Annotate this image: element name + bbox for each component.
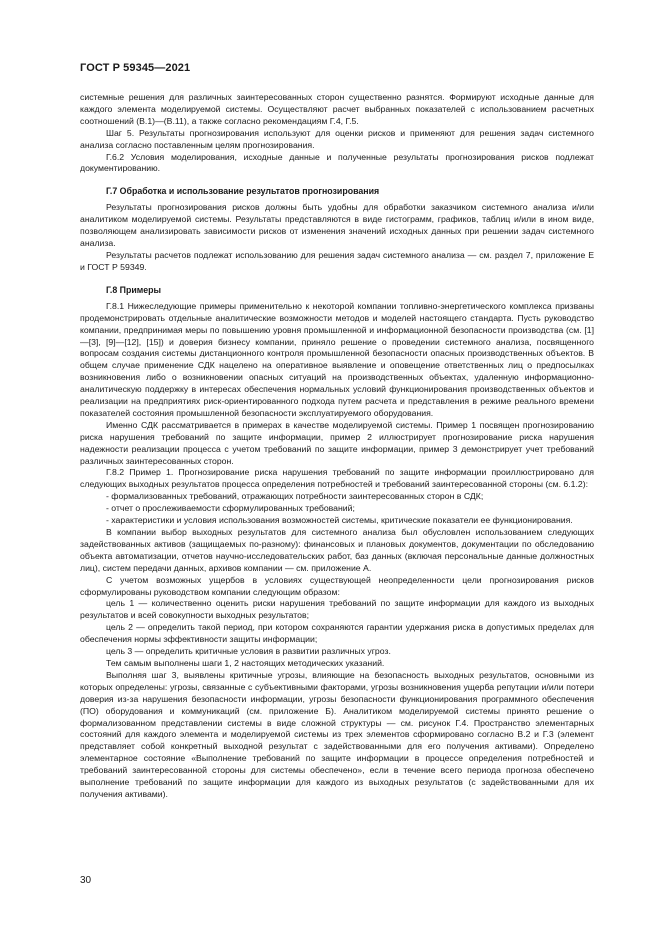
list-item: - формализованных требований, отражающих потребности заинтересованных сторон в СДК; [106,491,484,502]
paragraph: Именно СДК рассматривается в примерах в качестве моделируемой системы. Пример 1 посвящен прогнозированию риска нарушения требований по защите информации, пример 2 иллюстрирует прогнозирование риска нарушения надежности реализации процесса с учетом требований по защите информации, пример 3 демонстрирует учет требований различных заинтересованных сторон. [80,419,594,466]
document-header: ГОСТ Р 59345—2021 [80,62,191,74]
paragraph: Выполняя шаг 3, выявлены критичные угрозы, влияющие на безопасность выходных результатов, основными из которых определены: угрозы, связанные с субъективными факторами, угрозы возникновения ущерба репутации и/или потери доверия из-за нарушения безопасности информации, угрозы безопасности функционирования программного обеспечения (ПО) оборудования и коммуникаций (см. приложение Б). Аналитиком моделируемой системы принято решение о формализованном представлении системы в виде сложной структуры — см. рисунок Г.4. Пространство элементарных состояний для каждого элемента и моделируемой системы из трех элементов сформировано согласно В.2 и Г.3 (элемент представляет собой конкретный выходной результат с задействованными для его получения активами). Определено элементарное состояние «Выполнение требований по защите информации в процессе определения потребностей и требований заинтересованной стороны для системы обеспечено», если в течение всего периода прогноза обеспечено выполнение требований по защите информации для каждого из выходных результатов (с задействованными для их получения активами). [80,669,594,799]
paragraph: Г.6.2 Условия моделирования, исходные данные и полученные результаты прогнозирования рисков подлежат документированию. [80,151,594,174]
paragraph: Результаты прогнозирования рисков должны быть удобны для обработки заказчиком системного анализа и/или аналитиком моделируемой системы. Результаты представляются в виде гистограмм, графиков, таблиц и/или в ином виде, позволяющем анализировать зависимости рисков от изменения значений исходных данных при решении задач системного анализа. [80,202,594,249]
paragraph: С учетом возможных ущербов в условиях существующей неопределенности цели прогнозирования рисков сформулированы руководством компании следующим образом: [80,574,594,597]
paragraph: цель 3 — определить критичные условия в развитии различных угроз. [106,646,391,657]
paragraph: Тем самым выполнены шаги 1, 2 настоящих методических указаний. [106,657,385,668]
page-number: 30 [80,875,92,886]
list-item: - характеристики и условия использования возможностей системы, критические показатели ее функционирования. [106,515,573,526]
paragraph: системные решения для различных заинтересованных сторон существенно разнятся. Формируют исходные данные для каждого элемента моделируемой системы. Осуществляют расчет выбранных показателей с использованием расчетных соотношений (В.1)—(В.11), а также согласно рекомендациям Г.4, Г.5. [80,92,594,126]
paragraph: Шаг 5. Результаты прогнозирования используют для оценки рисков и применяют для решения задач системного анализа согласно поставленным целям прогнозирования. [80,127,594,150]
paragraph: Г.8.2 Пример 1. Прогнозирование риска нарушения требований по защите информации проиллюстрировано для следующих выходных результатов процесса определения потребностей и требований заинтересованной стороны (см. 6.1.2): [80,467,594,490]
page-content [80,92,594,801]
paragraph: В компании выбор выходных результатов для системного анализа был обусловлен использованием следующих задействованных активов (защищаемых по-разному): финансовых и плановых документов, документации по обследованию объекта автоматизации, отчетов научно-исследовательских работ, баз данных (включая персональные данные должностных лиц), систем передачи данных, архивов компании — см. приложение А. [80,527,594,573]
list-item: - отчет о прослеживаемости сформулированных требований; [106,503,355,514]
paragraph: Результаты расчетов подлежат использованию для решения задач системного анализа — см. раздел 7, приложение Е и ГОСТ Р 59349. [80,249,594,272]
section-heading-g8: Г.8 Примеры [106,284,162,295]
paragraph: цель 1 — количественно оценить риски нарушения требований по защите информации для каждого из выходных результатов и всей совокупности выходных результатов; [80,598,594,621]
paragraph: Г.8.1 Нижеследующие примеры применительно к некоторой компании топливно-энергетического комплекса призваны продемонстрировать отдельные аналитические возможности методов и моделей настоящего стандарта. Пусть руководство компании, предпринимая меры по повышению уровня промышленной и информационной безопасности производства (см. [1]—[3], [9]—[12], [15]) и доверия бизнесу компании, приняло решение о проведении системного анализа, посвященного вопросам создания системы дистанционного контроля промышленной безопасности опасных производственных объектов. В общем случае применение СДК нацелено на оперативное выявление и оповещение ответственных лиц о предпосылках возникновения либо о возникновении опасных ситуаций на производственных объектах, удаленную информационно-аналитическую поддержку в интересах обеспечения нормальных условий функционирования производственных объектов и реализации на предприятиях риск-ориентированного подхода путем расчета и представления в режиме реального времени показателей состояния промышленной безопасности эксплуатируемого оборудования. [80,300,594,418]
paragraph: цель 2 — определить такой период, при котором сохраняются гарантии удержания риска в допустимых пределах для обеспечения нормы эффективности защиты информации; [80,622,594,645]
section-heading-g7: Г.7 Обработка и использование результатов прогнозирования [106,186,380,197]
